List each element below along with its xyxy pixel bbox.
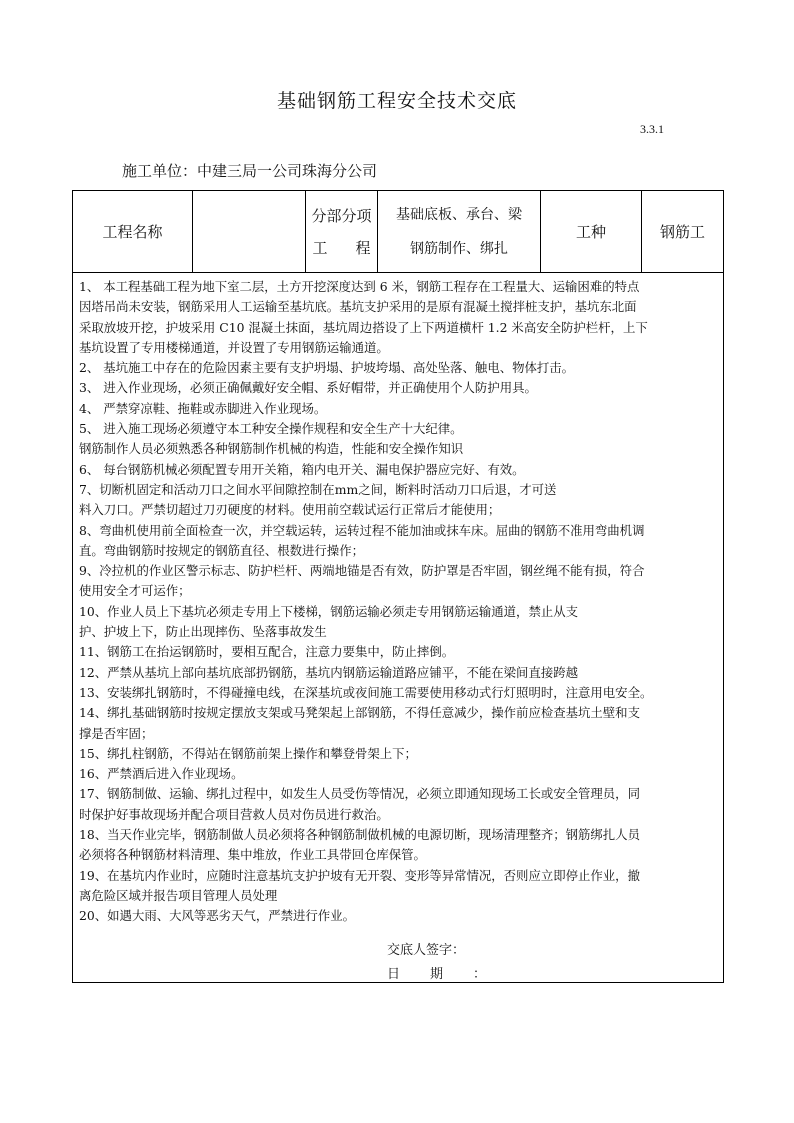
content-line: 撑是否牢固；: [79, 725, 154, 741]
content-line: 13、安装绑扎钢筋时，不得碰撞电线，在深基坑或夜间施工需要使用移动式行灯照明时，注意用电安全。: [79, 684, 653, 700]
content-line: 17、钢筋制做、运输、绑扎过程中，如发生人员受伤等情况，必须立即通知现场工长或安全管理员，同: [79, 786, 640, 802]
content-line: 因塔吊尚未安装，钢筋采用人工运输至基坑底。基坑支护采用的是原有混凝土搅拌桩支护，基坑东北面: [79, 299, 637, 315]
content-line: 2、 基坑施工中存在的危险因素主要有支护坍塌、护坡垮塌、高处坠落、触电、物体打击。: [79, 360, 575, 376]
content-line: 3、 进入作业现场，必须正确佩戴好安全帽、系好帽带，并正确使用个人防护用具。: [79, 380, 537, 396]
sub-project-value-line2: 钢筋制作、绑扎: [410, 240, 508, 257]
content-line: 14、绑扎基础钢筋时按规定摆放支架或马凳架起上部钢筋，不得任意减少，操作前应检查基坑土壁和支: [79, 705, 640, 721]
sub-project-value-line1: 基础底板、承台、梁: [396, 206, 522, 223]
trade-label: 工种: [541, 191, 642, 272]
content-line: 6、 每台钢筋机械必须配置专用开关箱，箱内电开关、漏电保护器应完好、有效。: [79, 461, 525, 477]
date-label: 日期：: [387, 967, 517, 982]
content-line: 18、当天作业完毕，钢筋制做人员必须将各种钢筋制做机械的电源切断，现场清理整齐；钢筋绑扎人员: [79, 827, 640, 843]
project-name-value: [193, 191, 306, 272]
sub-project-label-line2: 工程: [312, 238, 399, 257]
content-line: 钢筋制作人员必须熟悉各种钢筋制作机械的构造，性能和安全操作知识: [79, 441, 464, 457]
construction-unit: 施工单位：中建三局一公司珠海分公司: [122, 162, 378, 180]
content-line: 9、冷拉机的作业区警示标志、防护栏杆、两端地锚是否有效，防护罩是否牢固，钢丝绳不能有损，符合: [79, 563, 645, 579]
content-line: 1、 本工程基础工程为地下室二层，土方开挖深度达到 6 米，钢筋工程存在工程量大、运输困难的特点: [79, 279, 640, 294]
content-line: 7、切断机固定和活动刀口之间水平间隙控制在mm之间，断料时活动刀口后退，才可送: [79, 481, 557, 497]
content-line: 直。弯曲钢筋时按规定的钢筋直径、根数进行操作；: [79, 542, 364, 558]
content-line: 19、在基坑内作业时，应随时注意基坑支护护坡有无开裂、变形等异常情况，否则应立即停止作业，撤: [79, 867, 640, 883]
content-line: 12、严禁从基坑上部向基坑底部扔钢筋，基坑内钢筋运输道路应铺平，不能在梁间直接跨越: [79, 664, 579, 680]
content-line: 20、如遇大雨、大风等恶劣天气，严禁进行作业。: [79, 908, 355, 924]
document-code: 3.3.1: [640, 122, 664, 136]
project-name-label: 工程名称: [73, 191, 193, 272]
content-line: 护、护坡上下，防止出现摔伤、坠落事故发生: [79, 624, 327, 640]
content-line: 4、 严禁穿凉鞋、拖鞋或赤脚进入作业现场。: [79, 400, 327, 416]
sub-project-label-line1: 分部分项: [311, 206, 372, 225]
content-line: 11、钢筋工在抬运钢筋时，要相互配合，注意力要集中，防止摔倒。: [79, 644, 455, 660]
content-line: 10、作业人员上下基坑必须走专用上下楼梯，钢筋运输必须走专用钢筋运输通道，禁止从支: [79, 603, 579, 619]
content-line: 基坑设置了专用楼梯通道，并设置了专用钢筋运输通道。: [79, 339, 389, 355]
content-line: 离危险区域并报告项目管理人员处理: [79, 887, 278, 903]
content-line: 15、绑扎柱钢筋，不得站在钢筋前架上操作和攀登骨架上下；: [79, 745, 417, 761]
disclosure-content: [79, 277, 719, 927]
content-line: 料入刀口。严禁切超过刀刃硬度的材料。使用前空载试运行正常后才能使用；: [79, 502, 501, 518]
content-line: 时保护好事故现场并配合项目营救人员对伤员进行救治。: [79, 806, 389, 822]
trade-value: 钢筋工: [659, 223, 705, 241]
content-line: 16、严禁酒后进入作业现场。: [79, 766, 244, 782]
content-line: 8、弯曲机使用前全面检查一次，并空载运转，运转过程不能加油或抹车床。屈曲的钢筋不准用弯曲机调: [79, 522, 645, 538]
sub-project-label: [306, 191, 399, 272]
content-line: 必须将各种钢筋材料清理、集中堆放，作业工具带回仓库保管。: [79, 847, 426, 863]
content-line: 采取放坡开挖，护坡采用 C10 混凝土抹面，基坑周边搭设了上下两道横杆 1.2 米高安全防护栏杆，上下: [79, 319, 648, 335]
disclosure-table: [72, 190, 724, 983]
table-header-row: [73, 191, 723, 273]
sub-project-value: [378, 191, 541, 272]
document-title: 基础钢筋工程安全技术交底: [276, 90, 517, 112]
signer-label: 交底人签字：: [387, 943, 466, 958]
content-line: 使用安全才可运作；: [79, 583, 191, 599]
content-line: 5、 进入施工现场必须遵守本工种安全操作规程和安全生产十大纪律。: [79, 421, 463, 437]
